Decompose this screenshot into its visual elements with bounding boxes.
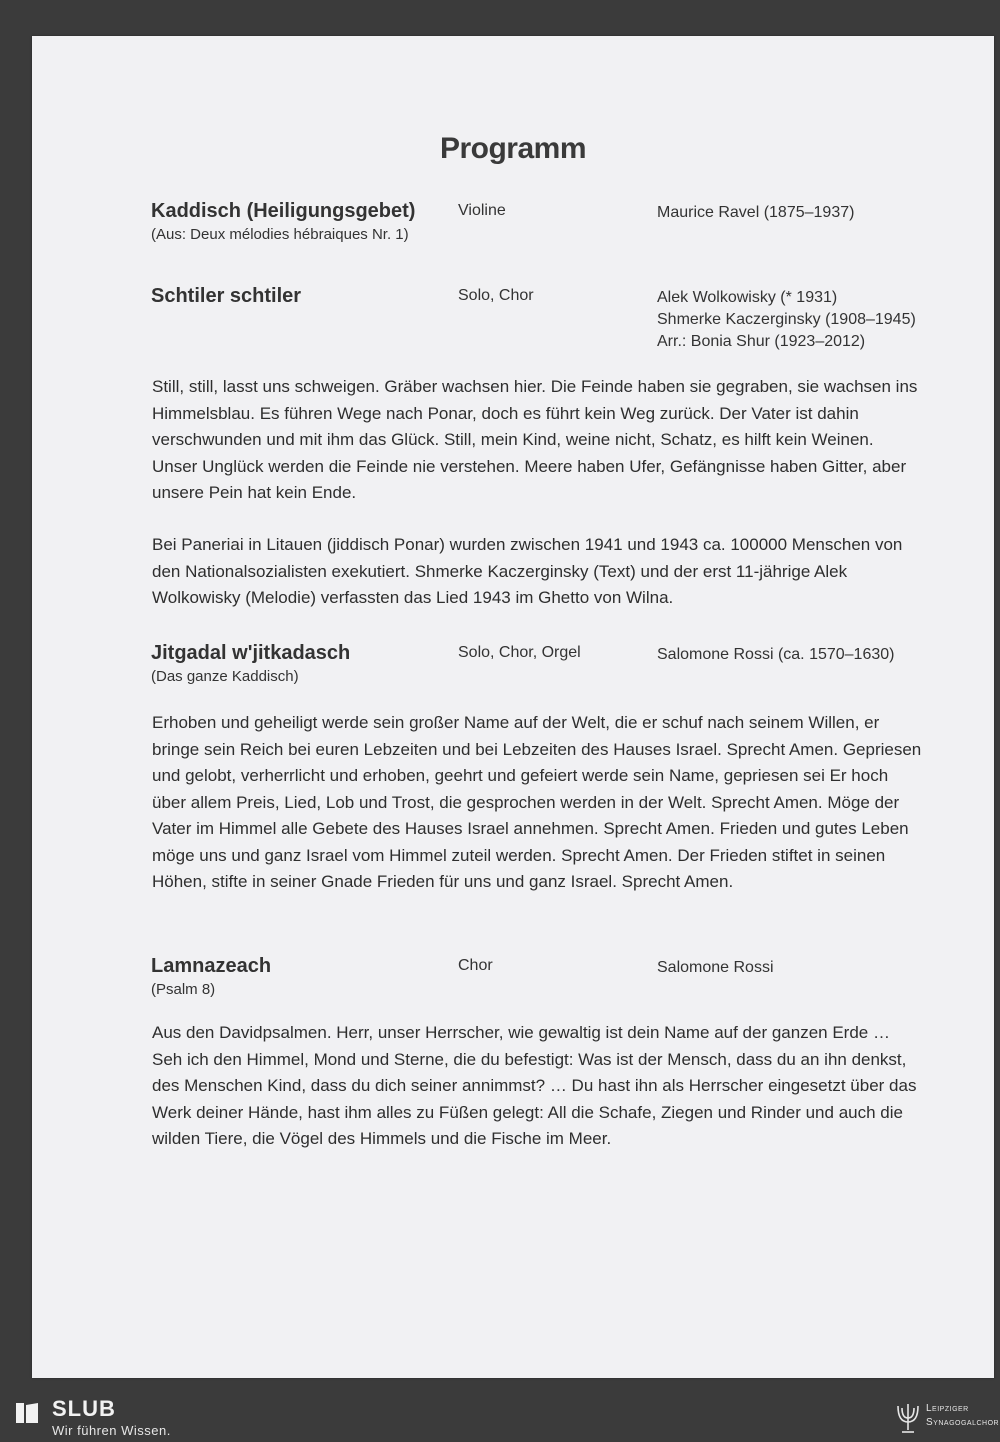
piece-instruments: Violine	[458, 202, 506, 219]
piece-subtitle: (Psalm 8)	[151, 981, 216, 998]
composer-line: Maurice Ravel (1875–1937)	[657, 204, 855, 221]
schtiler-note: Bei Paneriai in Litauen (jiddisch Ponar) wurden zwischen 1941 und 1943 ca. 100000 Menschen von den Nationalsozialisten exekutiert. Shmerke Kaczerginsky (Text) und der erst 11-jährige Alek Wolkowisky (Melodie) verfassten das Lied 1943 im Ghetto von Wilna.	[152, 535, 903, 607]
piece-title: Jitgadal w'jitkadasch	[151, 642, 351, 664]
choir-name	[926, 1402, 999, 1430]
composer-line: Arr.: Bonia Shur (1923–2012)	[657, 333, 866, 350]
viewer-footer	[0, 1390, 1000, 1442]
page-title: Programm	[439, 132, 587, 165]
choir-name-line2: Synagogalchor	[926, 1417, 1000, 1428]
piece-instruments: Solo, Chor, Orgel	[458, 644, 581, 661]
schtiler-text: Still, still, lasst uns schweigen. Gräber wachsen hier. Die Feinde haben sie gegraben, sie wachsen ins Himmelsblau. Es führen Wege nach Ponar, doch es führt kein Weg zurück. Der Vater ist dahin verschwunden und mit ihm das Glück. Still, mein Kind, weine nicht, Schatz, es hilft kein Weinen. Unser Unglück werden die Feinde nie verstehen. Meere haben Ufer, Gefängnisse haben Gitter, aber unsere Pein hat kein Ende.	[152, 377, 918, 502]
piece-title: Kaddisch (Heiligungsgebet)	[151, 200, 416, 222]
piece-subtitle: (Aus: Deux mélodies hébraiques Nr. 1)	[151, 226, 409, 243]
jitgadal-text: Erhoben und geheiligt werde sein großer Name auf der Welt, die er schuf nach seinem Willen, er bringe sein Reich bei euren Lebzeiten und bei Lebzeiten des Hauses Israel. Sprecht Amen. Gepriesen und gelobt, verherrlicht und erhoben, geehrt und gefeiert werde sein Name, gepriesen sei Er hoch über allem Preis, Lied, Lob und Trost, die gesprochen werden in der Welt. Sprecht Amen. Möge der Vater im Himmel alle Gebete des Hauses Israel annehmen. Sprecht Amen. Frieden und gutes Leben möge uns und ganz Israel vom Himmel zuteil werden. Sprecht Amen. Der Frieden stiftet in seinen Höhen, stifte in seiner Gnade Frieden für uns und ganz Israel. Sprecht Amen.	[152, 713, 922, 891]
composer-line: Alek Wolkowisky (* 1931)	[657, 289, 838, 306]
piece-title: Lamnazeach	[151, 955, 272, 977]
composer-line: Salomone Rossi	[657, 959, 774, 976]
piece-composers	[657, 202, 854, 224]
piece-composers	[657, 644, 894, 666]
choir-name-line1: Leipziger	[926, 1403, 969, 1414]
composer-line: Salomone Rossi (ca. 1570–1630)	[657, 646, 895, 663]
library-tagline: Wir führen Wissen.	[52, 1423, 171, 1438]
piece-subtitle: (Das ganze Kaddisch)	[151, 668, 299, 685]
piece-composers	[657, 287, 916, 353]
piece-instruments: Chor	[458, 957, 493, 974]
menorah-icon	[894, 1396, 922, 1436]
piece-composers	[657, 957, 774, 979]
piece-instruments: Solo, Chor	[458, 287, 534, 304]
program-page	[32, 36, 994, 1378]
piece-title: Schtiler schtiler	[151, 285, 302, 307]
library-name: SLUB	[52, 1396, 116, 1421]
composer-line: Shmerke Kaczerginsky (1908–1945)	[657, 311, 916, 328]
lamnazeach-text: Aus den Davidpsalmen. Herr, unser Herrscher, wie gewaltig ist dein Name auf der ganzen Erde … Seh ich den Himmel, Mond und Sterne, die du befestigt: Was ist der Mensch, dass du an ihn denkst, des Menschen Kind, dass du dich seiner annimmst? … Du hast ihn als Herrscher eingesetzt über das Werk deiner Hände, hast ihm alles zu Füßen gelegt: All die Schafe, Ziegen und Rinder und auch die wilden Tiere, die Vögel des Himmels und die Fische im Meer.	[152, 1023, 917, 1148]
slub-book-icon	[14, 1400, 40, 1426]
